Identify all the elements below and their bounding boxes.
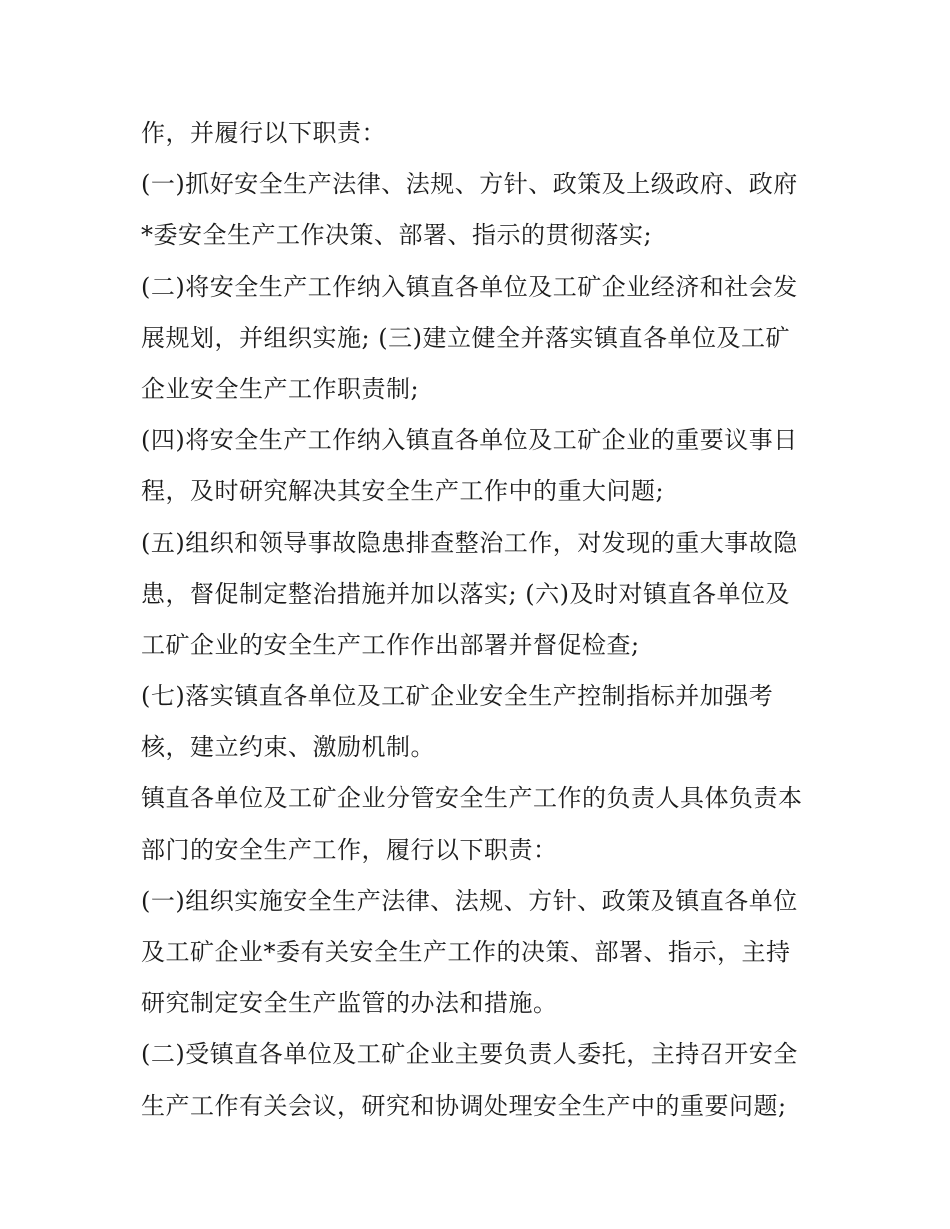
text-line: 部门的安全生产工作，履行以下职责： [141, 835, 558, 864]
text-line: 生产工作有关会议，研究和协调处理安全生产中的重要问题; [141, 1091, 787, 1120]
text-line: 企业安全生产工作职责制; [141, 374, 420, 403]
text-line: (七)落实镇直各单位及工矿企业安全生产控制指标并加强考 [141, 682, 774, 711]
document-body [141, 108, 821, 1132]
text-line: 展规划，并组织实施; (三)建立健全并落实镇直各单位及工矿 [141, 323, 790, 352]
text-line: 及工矿企业*委有关安全生产工作的决策、部署、指示，主持 [141, 938, 791, 966]
text-line: 作，并履行以下职责： [141, 119, 386, 147]
text-line: 镇直各单位及工矿企业分管安全生产工作的负责人具体负责本 [141, 784, 803, 813]
text-line: (五)组织和领导事故隐患排查整治工作，对发现的重大事故隐 [141, 528, 798, 557]
text-line: 患，督促制定整治措施并加以落实; (六)及时对镇直各单位及 [141, 579, 790, 608]
text-line: 程，及时研究解决其安全生产工作中的重大问题; [141, 477, 665, 506]
text-line: (二)受镇直各单位及工矿企业主要负责人委托，主持召开安全 [141, 1040, 798, 1069]
text-line: 研究制定安全生产监管的办法和措施。 [141, 989, 558, 1018]
text-line: 工矿企业的安全生产工作作出部署并督促检查; [141, 630, 640, 659]
text-line: *委安全生产工作决策、部署、指示的贯彻落实; [141, 221, 653, 250]
text-line: 核，建立约束、激励机制。 [141, 733, 435, 762]
text-line: (二)将安全生产工作纳入镇直各单位及工矿企业经济和社会发 [141, 272, 798, 301]
text-line: (一)组织实施安全生产法律、法规、方针、政策及镇直各单位 [141, 886, 798, 915]
text-line: (一)抓好安全生产法律、法规、方针、政策及上级政府、政府 [141, 170, 798, 199]
text-line: (四)将安全生产工作纳入镇直各单位及工矿企业的重要议事日 [141, 426, 798, 455]
